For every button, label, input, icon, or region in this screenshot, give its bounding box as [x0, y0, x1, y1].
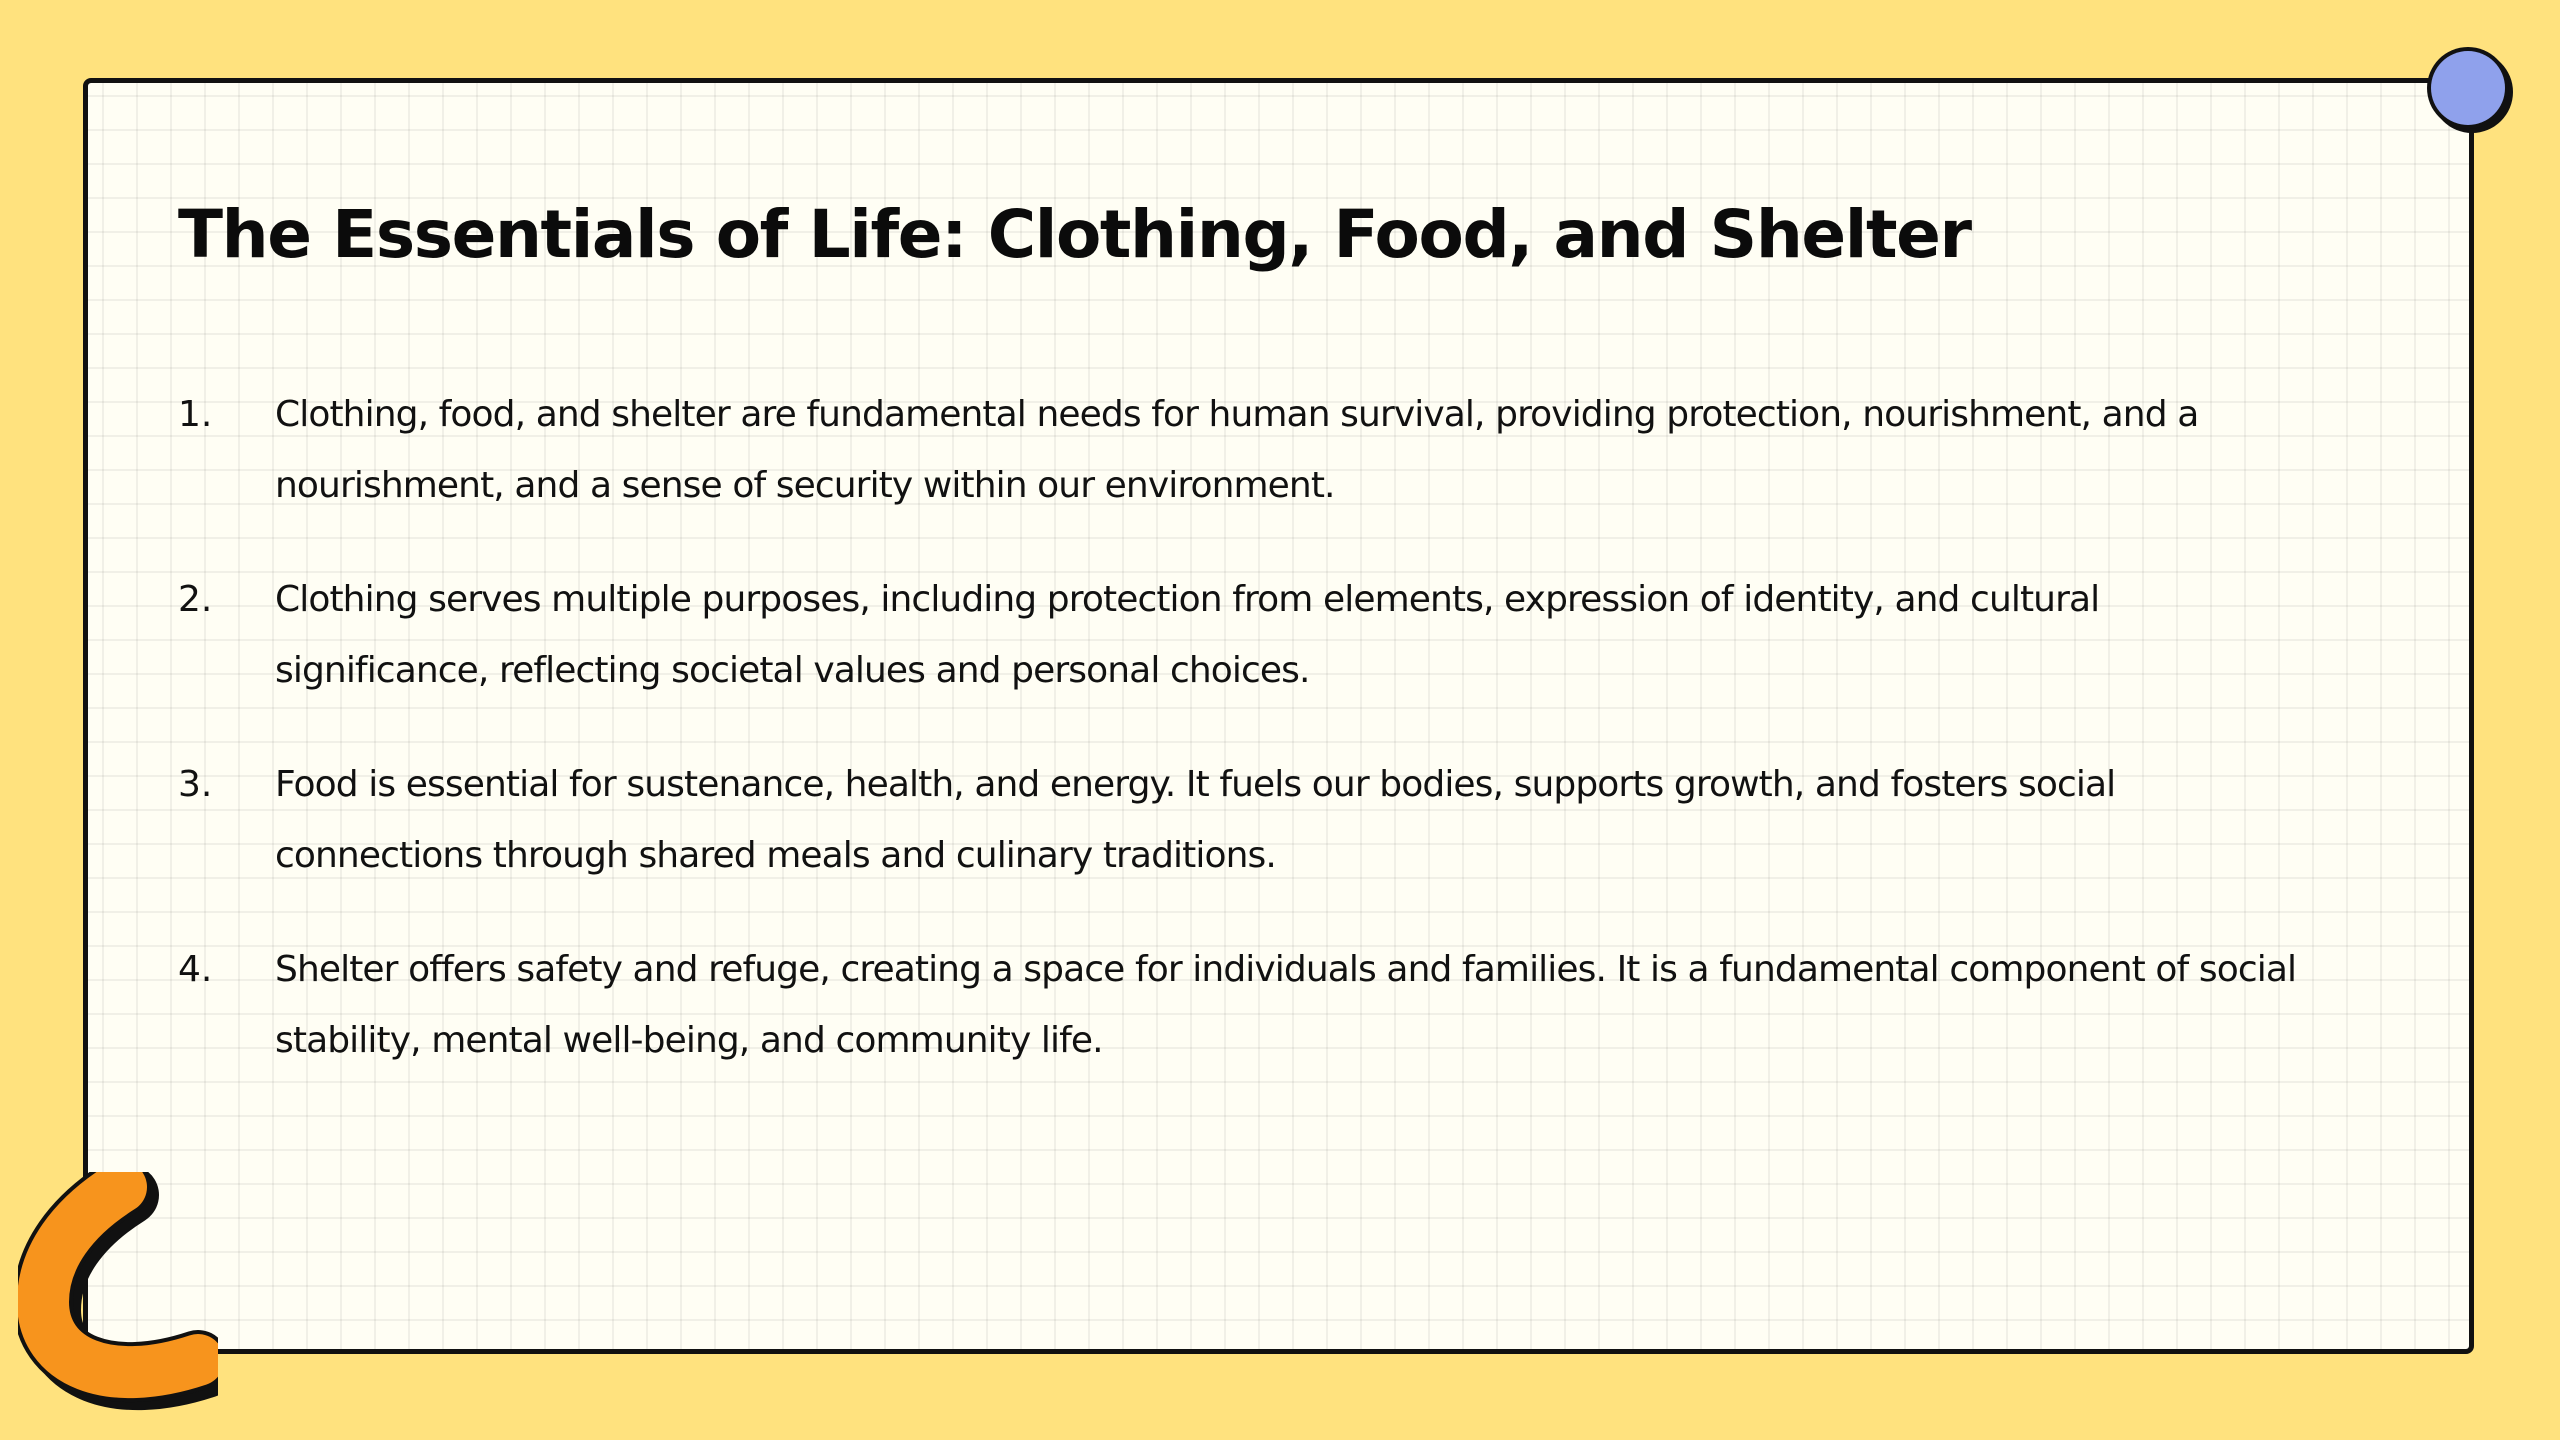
list-item-number: 2.: [178, 579, 213, 620]
list-item-line: significance, reflecting societal values and personal choices.: [275, 650, 1310, 691]
list-item: [178, 564, 2328, 749]
list-item-text: [275, 934, 2425, 1076]
slide-title: The Essentials of Life: Clothing, Food, and Shelter: [178, 196, 1971, 273]
list-item-number: 1.: [178, 394, 213, 435]
list-item: [178, 934, 2328, 1119]
circle-icon: [2425, 45, 2515, 135]
list-item-text: [275, 564, 2425, 706]
list-item: [178, 749, 2328, 934]
list-item-line: Food is essential for sustenance, health, and energy. It fuels our bodies, supports growth, and fosters social: [275, 764, 2116, 805]
circle-fill: [2431, 51, 2505, 125]
list-item-line: nourishment, and a sense of security within our environment.: [275, 465, 1335, 506]
list-item-text: [275, 379, 2425, 521]
numbered-list: [178, 379, 2328, 1119]
list-item-line: Clothing serves multiple purposes, including protection from elements, expression of identity, and cultural: [275, 579, 2100, 620]
list-item-text: [275, 749, 2425, 891]
list-item-line: connections through shared meals and culinary traditions.: [275, 835, 1276, 876]
arc-icon: [18, 1172, 218, 1412]
list-item-number: 4.: [178, 949, 213, 990]
list-item-line: Clothing, food, and shelter are fundamental needs for human survival, providing protection, nourishment, and a: [275, 394, 2199, 435]
list-item: [178, 379, 2328, 564]
list-item-line: stability, mental well-being, and community life.: [275, 1020, 1103, 1061]
list-item-number: 3.: [178, 764, 213, 805]
list-item-line: Shelter offers safety and refuge, creating a space for individuals and families. It is a fundamental component of social: [275, 949, 2297, 990]
